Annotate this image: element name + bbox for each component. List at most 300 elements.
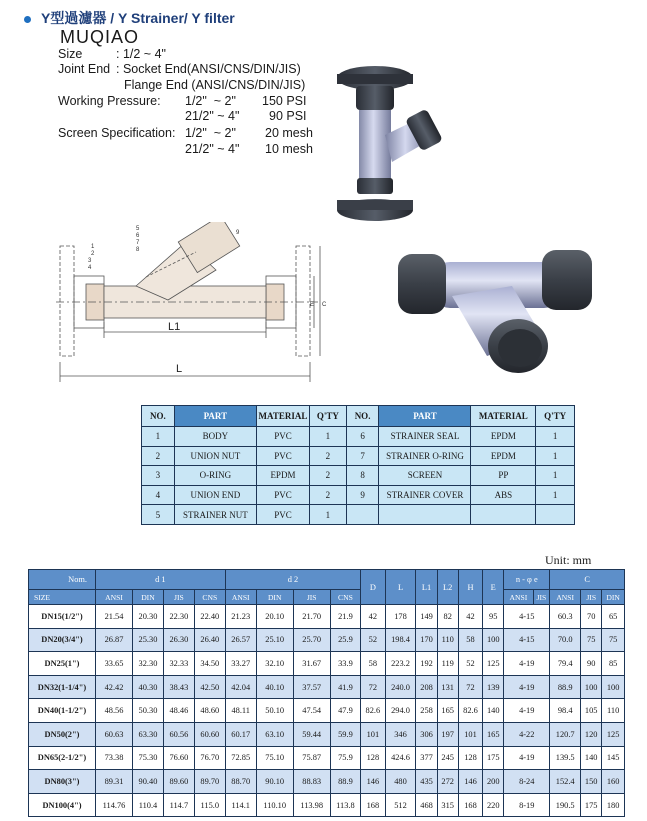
- dim-size-cell: DN50(2"): [29, 722, 96, 746]
- dim-cell: 4-15: [504, 605, 550, 629]
- callout-1: 1: [91, 244, 95, 250]
- parts-header-material: MATERIAL: [256, 406, 309, 427]
- dim-cell: 52: [458, 652, 482, 676]
- dim-size-cell: DN80(3"): [29, 770, 96, 794]
- dim-sub-d2-ansi: ANSI: [225, 590, 256, 605]
- dim-cell: 110: [602, 699, 625, 723]
- parts-cell: PP: [471, 466, 536, 486]
- dim-cell: 89.70: [194, 770, 225, 794]
- dim-cell: 146: [458, 770, 482, 794]
- dim-row: [29, 770, 625, 794]
- product-photo-union: [392, 236, 604, 386]
- dim-cell: 170: [416, 628, 437, 652]
- dim-cell: 63.10: [256, 722, 293, 746]
- dim-cell: 37.57: [293, 675, 330, 699]
- dim-subheader-row: [29, 590, 625, 605]
- dim-cell: 42.42: [96, 675, 133, 699]
- dim-cell: 22.30: [163, 605, 194, 629]
- dim-size-cell: DN25(1"): [29, 652, 96, 676]
- dim-cell: 4-19: [504, 699, 550, 723]
- parts-cell: 1: [536, 466, 575, 486]
- dim-cell: 32.10: [256, 652, 293, 676]
- dim-cell: 512: [385, 793, 416, 817]
- dim-cell: 73.38: [96, 746, 133, 770]
- dim-cell: 140: [581, 746, 602, 770]
- dim-cell: 101: [458, 722, 482, 746]
- dim-header-e: E: [483, 570, 504, 605]
- parts-table: [141, 405, 575, 525]
- dim-cell: 90: [581, 652, 602, 676]
- dim-cell: 48.56: [96, 699, 133, 723]
- product-photo-flanged: [330, 60, 450, 230]
- callout-4: 4: [88, 265, 92, 271]
- page-title: [24, 8, 235, 28]
- dim-sub-n-jis: JIS: [533, 590, 550, 605]
- dim-cell: 38.43: [163, 675, 194, 699]
- dim-cell: 42.50: [194, 675, 225, 699]
- brand-name: MUQIAO: [60, 27, 140, 47]
- dim-cell: 192: [416, 652, 437, 676]
- spec-joint-label: Joint End: [58, 62, 111, 76]
- dim-cell: 152.4: [550, 770, 581, 794]
- callout-3: 3: [88, 258, 92, 264]
- dim-cell: 26.87: [96, 628, 133, 652]
- dim-cell: 50.30: [133, 699, 164, 723]
- dim-header-row: [29, 570, 625, 590]
- dim-header-l: L: [385, 570, 416, 605]
- dim-cell: 424.6: [385, 746, 416, 770]
- dim-header-l1: L1: [416, 570, 437, 605]
- dim-sub-d2-cns: CNS: [330, 590, 360, 605]
- dim-cell: 75.87: [293, 746, 330, 770]
- dim-header-n: n - φ e: [504, 570, 550, 590]
- bullet-icon: [24, 16, 31, 23]
- parts-row: [142, 446, 575, 466]
- dim-cell: 34.50: [194, 652, 225, 676]
- dimension-table: [28, 569, 625, 817]
- dim-cell: 165: [437, 699, 458, 723]
- dim-cell: 20.30: [133, 605, 164, 629]
- parts-cell: ABS: [471, 485, 536, 505]
- parts-cell: 2: [309, 466, 346, 486]
- dim-cell: 72: [361, 675, 385, 699]
- parts-header-row: [142, 406, 575, 427]
- dim-cell: 377: [416, 746, 437, 770]
- parts-row: [142, 466, 575, 486]
- dim-cell: 48.11: [225, 699, 256, 723]
- dim-cell: 165: [483, 722, 504, 746]
- dim-size-cell: DN40(1-1/2"): [29, 699, 96, 723]
- dim-sub-c-din: DIN: [602, 590, 625, 605]
- dim-cell: 128: [458, 746, 482, 770]
- dim-row: [29, 722, 625, 746]
- parts-cell: STRAINER NUT: [174, 505, 256, 525]
- dim-label-c: C: [322, 302, 327, 308]
- dim-cell: 113.98: [293, 793, 330, 817]
- dim-cell: 128: [361, 746, 385, 770]
- dim-cell: 32.30: [133, 652, 164, 676]
- dim-row: [29, 628, 625, 652]
- dim-size-cell: DN100(4"): [29, 793, 96, 817]
- dim-cell: 75: [581, 628, 602, 652]
- dim-sub-n-ansi: ANSI: [504, 590, 533, 605]
- dim-size-cell: DN65(2-1/2"): [29, 746, 96, 770]
- dim-cell: 82: [437, 605, 458, 629]
- dim-cell: 42: [361, 605, 385, 629]
- dim-cell: 131: [437, 675, 458, 699]
- dim-cell: 21.9: [330, 605, 360, 629]
- dim-cell: 75: [602, 628, 625, 652]
- parts-row: [142, 427, 575, 447]
- dim-cell: 115.0: [194, 793, 225, 817]
- dim-cell: 4-15: [504, 628, 550, 652]
- dim-cell: 294.0: [385, 699, 416, 723]
- dim-sub-d1-cns: CNS: [194, 590, 225, 605]
- dim-cell: 480: [385, 770, 416, 794]
- dim-cell: 26.57: [225, 628, 256, 652]
- dim-cell: 76.70: [194, 746, 225, 770]
- dim-cell: 180: [602, 793, 625, 817]
- dim-cell: 88.9: [330, 770, 360, 794]
- dim-cell: 95: [483, 605, 504, 629]
- parts-header-part-2: PART: [379, 406, 471, 427]
- dim-cell: 168: [458, 793, 482, 817]
- parts-cell: PVC: [256, 427, 309, 447]
- dim-size-cell: DN32(1-1/4"): [29, 675, 96, 699]
- spec-joint-value-2: Flange End (ANSI/CNS/DIN/JIS): [124, 78, 306, 92]
- dim-sub-d2-jis: JIS: [293, 590, 330, 605]
- dim-cell: 47.9: [330, 699, 360, 723]
- dim-cell: 41.9: [330, 675, 360, 699]
- dim-cell: 21.23: [225, 605, 256, 629]
- dim-cell: 100: [581, 675, 602, 699]
- dim-cell: 8-24: [504, 770, 550, 794]
- dim-row: [29, 793, 625, 817]
- parts-cell: 4: [142, 485, 175, 505]
- dim-header-d: D: [361, 570, 385, 605]
- dim-cell: 76.60: [163, 746, 194, 770]
- dim-cell: 220: [483, 793, 504, 817]
- dim-cell: 258: [416, 699, 437, 723]
- dim-cell: 40.30: [133, 675, 164, 699]
- parts-header-part: PART: [174, 406, 256, 427]
- dim-row: [29, 746, 625, 770]
- dim-cell: 88.70: [225, 770, 256, 794]
- parts-header-qty: Q'TY: [309, 406, 346, 427]
- dim-cell: 89.60: [163, 770, 194, 794]
- dim-cell: 114.7: [163, 793, 194, 817]
- dim-cell: 60.17: [225, 722, 256, 746]
- dim-cell: 40.10: [256, 675, 293, 699]
- dim-header-h: H: [458, 570, 482, 605]
- dim-cell: 315: [437, 793, 458, 817]
- dim-cell: 59.9: [330, 722, 360, 746]
- dim-row: [29, 652, 625, 676]
- parts-cell: 5: [142, 505, 175, 525]
- parts-cell: EPDM: [471, 427, 536, 447]
- dim-row: [29, 675, 625, 699]
- dim-cell: 58: [361, 652, 385, 676]
- dim-cell: 75.30: [133, 746, 164, 770]
- dim-cell: 223.2: [385, 652, 416, 676]
- dim-cell: 70: [581, 605, 602, 629]
- dim-cell: 60.3: [550, 605, 581, 629]
- dim-cell: 60.63: [96, 722, 133, 746]
- dim-cell: 25.70: [293, 628, 330, 652]
- dim-cell: 346: [385, 722, 416, 746]
- parts-cell: EPDM: [471, 446, 536, 466]
- dim-cell: 25.9: [330, 628, 360, 652]
- dim-cell: 435: [416, 770, 437, 794]
- title-text: Y型過濾器 / Y Strainer/ Y filter: [41, 10, 235, 26]
- dim-cell: 82.6: [458, 699, 482, 723]
- callout-7: 7: [136, 240, 140, 246]
- parts-cell: PVC: [256, 505, 309, 525]
- dim-row: [29, 605, 625, 629]
- parts-cell: 2: [142, 446, 175, 466]
- dim-header-d2: d 2: [225, 570, 360, 590]
- dim-header-c: C: [550, 570, 625, 590]
- dim-cell: 33.27: [225, 652, 256, 676]
- parts-cell: [379, 505, 471, 525]
- parts-header-material-2: MATERIAL: [471, 406, 536, 427]
- dim-cell: 85: [602, 652, 625, 676]
- dim-cell: 139: [483, 675, 504, 699]
- dim-cell: 60.60: [194, 722, 225, 746]
- spec-pressure-value-1: 150 PSI: [262, 94, 307, 108]
- dim-cell: 65: [602, 605, 625, 629]
- dim-cell: 59.44: [293, 722, 330, 746]
- dim-header-l2: L2: [437, 570, 458, 605]
- unit-label: Unit: mm: [545, 553, 592, 567]
- dim-cell: 48.46: [163, 699, 194, 723]
- dim-cell: 272: [437, 770, 458, 794]
- parts-cell: UNION NUT: [174, 446, 256, 466]
- spec-screen-label: Screen Specification:: [58, 126, 176, 140]
- dim-cell: 8-19: [504, 793, 550, 817]
- dim-cell: 47.54: [293, 699, 330, 723]
- dim-cell: 33.65: [96, 652, 133, 676]
- dim-size-cell: DN15(1/2"): [29, 605, 96, 629]
- dim-cell: 42.04: [225, 675, 256, 699]
- dim-cell: 25.10: [256, 628, 293, 652]
- dim-cell: 105: [581, 699, 602, 723]
- dim-cell: 21.54: [96, 605, 133, 629]
- dim-cell: 89.31: [96, 770, 133, 794]
- dim-cell: 101: [361, 722, 385, 746]
- dim-cell: 88.9: [550, 675, 581, 699]
- parts-cell: 2: [309, 485, 346, 505]
- dim-cell: 52: [361, 628, 385, 652]
- parts-cell: [346, 505, 379, 525]
- dim-cell: 90.40: [133, 770, 164, 794]
- dim-cell: 63.30: [133, 722, 164, 746]
- dim-cell: 245: [437, 746, 458, 770]
- dim-cell: 190.5: [550, 793, 581, 817]
- dim-cell: 4-19: [504, 675, 550, 699]
- dim-cell: 22.40: [194, 605, 225, 629]
- dim-label-l1: L1: [168, 321, 181, 333]
- dim-cell: 110.4: [133, 793, 164, 817]
- parts-cell: 1: [536, 446, 575, 466]
- dim-body: [29, 605, 625, 817]
- parts-cell: [536, 505, 575, 525]
- dim-header-nom: Nom.: [29, 570, 96, 590]
- spec-pressure-value-2: 90 PSI: [269, 109, 307, 123]
- dim-sub-c-ansi: ANSI: [550, 590, 581, 605]
- callout-9: 9: [236, 230, 240, 236]
- dim-cell: 60.56: [163, 722, 194, 746]
- dim-cell: 198.4: [385, 628, 416, 652]
- dim-cell: 200: [483, 770, 504, 794]
- parts-cell: PVC: [256, 446, 309, 466]
- parts-cell: O-RING: [174, 466, 256, 486]
- dim-sub-d1-ansi: ANSI: [96, 590, 133, 605]
- dim-cell: 88.83: [293, 770, 330, 794]
- spec-pressure-range-2: 21/2" ~ 4": [185, 109, 240, 123]
- parts-cell: [471, 505, 536, 525]
- dim-cell: 100: [602, 675, 625, 699]
- dim-cell: 178: [385, 605, 416, 629]
- spec-size-label: Size: [58, 47, 83, 61]
- dim-cell: 306: [416, 722, 437, 746]
- parts-cell: 1: [309, 427, 346, 447]
- spec-pressure-label: Working Pressure:: [58, 94, 161, 108]
- dim-cell: 48.60: [194, 699, 225, 723]
- dim-cell: 4-19: [504, 746, 550, 770]
- dim-cell: 114.1: [225, 793, 256, 817]
- spec-size-value: : 1/2 ~ 4": [116, 47, 166, 61]
- parts-cell: 8: [346, 466, 379, 486]
- callout-8: 8: [136, 247, 140, 253]
- parts-cell: PVC: [256, 485, 309, 505]
- parts-cell: 6: [346, 427, 379, 447]
- dim-cell: 33.9: [330, 652, 360, 676]
- dim-label-l: L: [176, 363, 183, 375]
- parts-cell: 9: [346, 485, 379, 505]
- parts-row: [142, 505, 575, 525]
- dim-cell: 168: [361, 793, 385, 817]
- dim-header-size: SIZE: [29, 590, 96, 605]
- dim-cell: 139.5: [550, 746, 581, 770]
- technical-drawing: [56, 222, 346, 390]
- dim-sub-c-jis: JIS: [581, 590, 602, 605]
- dim-cell: 149: [416, 605, 437, 629]
- dim-cell: 70.0: [550, 628, 581, 652]
- spec-screen-value-2: 10 mesh: [265, 142, 313, 156]
- dim-label-e: E: [310, 302, 315, 308]
- parts-cell: 1: [309, 505, 346, 525]
- dim-cell: 125: [602, 722, 625, 746]
- dim-cell: 208: [416, 675, 437, 699]
- dim-cell: 79.4: [550, 652, 581, 676]
- dim-cell: 82.6: [361, 699, 385, 723]
- spec-pressure-range-1: 1/2" ~ 2": [185, 94, 236, 108]
- callout-5: 5: [136, 226, 140, 232]
- parts-header-qty-2: Q'TY: [536, 406, 575, 427]
- dim-cell: 100: [483, 628, 504, 652]
- dim-cell: 140: [483, 699, 504, 723]
- parts-cell: STRAINER SEAL: [379, 427, 471, 447]
- dim-cell: 114.76: [96, 793, 133, 817]
- spec-screen-value-1: 20 mesh: [265, 126, 313, 140]
- dim-cell: 26.30: [163, 628, 194, 652]
- dim-cell: 75.9: [330, 746, 360, 770]
- parts-cell: 3: [142, 466, 175, 486]
- parts-cell: UNION END: [174, 485, 256, 505]
- dim-cell: 50.10: [256, 699, 293, 723]
- callout-6: 6: [136, 233, 140, 239]
- dim-cell: 113.8: [330, 793, 360, 817]
- parts-header-no-2: NO.: [346, 406, 379, 427]
- parts-cell: BODY: [174, 427, 256, 447]
- dim-sub-d1-din: DIN: [133, 590, 164, 605]
- parts-cell: STRAINER O-RING: [379, 446, 471, 466]
- dim-cell: 150: [581, 770, 602, 794]
- dim-cell: 197: [437, 722, 458, 746]
- spec-screen-range-1: 1/2" ~ 2": [185, 126, 236, 140]
- dim-cell: 32.33: [163, 652, 194, 676]
- dim-cell: 110.10: [256, 793, 293, 817]
- dim-cell: 240.0: [385, 675, 416, 699]
- dim-cell: 175: [581, 793, 602, 817]
- dim-sub-d2-din: DIN: [256, 590, 293, 605]
- parts-row: [142, 485, 575, 505]
- dim-cell: 160: [602, 770, 625, 794]
- parts-cell: 1: [536, 427, 575, 447]
- spec-joint-value-1: : Socket End(ANSI/CNS/DIN/JIS): [116, 62, 301, 76]
- dim-cell: 146: [361, 770, 385, 794]
- dim-cell: 25.30: [133, 628, 164, 652]
- dim-cell: 26.40: [194, 628, 225, 652]
- parts-header-no: NO.: [142, 406, 175, 427]
- dim-cell: 119: [437, 652, 458, 676]
- dim-cell: 31.67: [293, 652, 330, 676]
- dim-cell: 175: [483, 746, 504, 770]
- parts-cell: 1: [536, 485, 575, 505]
- dim-cell: 110: [437, 628, 458, 652]
- dim-cell: 120.7: [550, 722, 581, 746]
- dim-cell: 90.10: [256, 770, 293, 794]
- parts-cell: 2: [309, 446, 346, 466]
- dim-cell: 20.10: [256, 605, 293, 629]
- parts-cell: EPDM: [256, 466, 309, 486]
- parts-cell: STRAINER COVER: [379, 485, 471, 505]
- dim-header-d1: d 1: [96, 570, 226, 590]
- dim-row: [29, 699, 625, 723]
- dim-cell: 42: [458, 605, 482, 629]
- dim-cell: 58: [458, 628, 482, 652]
- dim-size-cell: DN20(3/4"): [29, 628, 96, 652]
- callout-2: 2: [91, 251, 95, 257]
- dim-cell: 4-22: [504, 722, 550, 746]
- dim-cell: 468: [416, 793, 437, 817]
- dim-cell: 21.70: [293, 605, 330, 629]
- dim-cell: 75.10: [256, 746, 293, 770]
- dim-sub-d1-jis: JIS: [163, 590, 194, 605]
- dim-cell: 72.85: [225, 746, 256, 770]
- spec-screen-range-2: 21/2" ~ 4": [185, 142, 240, 156]
- dim-cell: 98.4: [550, 699, 581, 723]
- parts-cell: SCREEN: [379, 466, 471, 486]
- parts-cell: 1: [142, 427, 175, 447]
- dim-cell: 125: [483, 652, 504, 676]
- dim-cell: 4-19: [504, 652, 550, 676]
- parts-cell: 7: [346, 446, 379, 466]
- dim-cell: 145: [602, 746, 625, 770]
- dim-cell: 120: [581, 722, 602, 746]
- dim-cell: 72: [458, 675, 482, 699]
